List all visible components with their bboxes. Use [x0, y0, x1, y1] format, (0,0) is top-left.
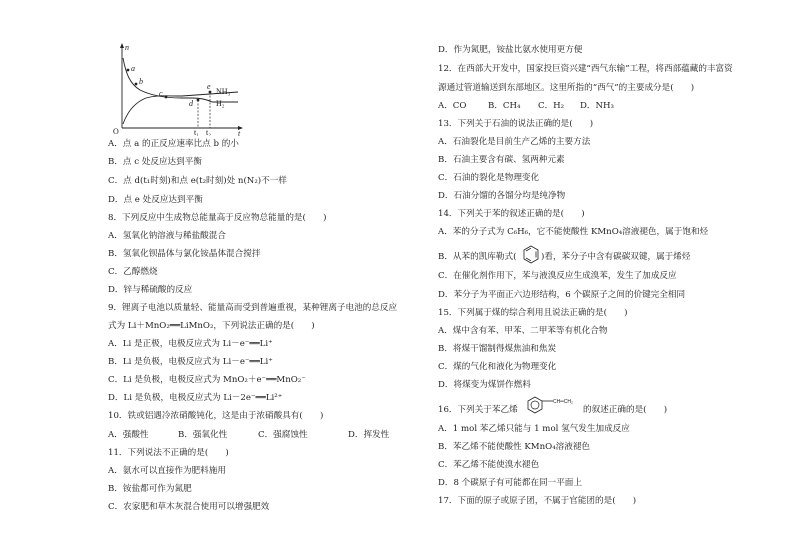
- q8-option-d: D．锌与稀硫酸的反应: [108, 285, 193, 295]
- q7-option-a: A．点 a 的正反应速率比点 b 的小: [108, 139, 239, 149]
- y-axis-label: n: [125, 43, 129, 52]
- q11-option-b: B．铵盐都可作为氮肥: [108, 484, 192, 494]
- q11-option-a: A．氨水可以直接作为肥料施用: [108, 466, 226, 476]
- q15-option-b: B．将煤干馏制得煤焦油和焦炭: [438, 344, 557, 354]
- q10-option-b: B．强氧化性: [178, 430, 228, 440]
- q9-option-a: A．Li 是正极，电极反应式为 Li－e⁻══Li⁺: [108, 339, 273, 349]
- q15-stem: 15．下列属于煤的综合利用且说法正确的是( ): [438, 308, 628, 318]
- q17-stem: 17．下面的原子或原子团，不属于官能团的是( ): [438, 496, 637, 506]
- q15-option-d: D．将煤变为煤饼作燃料: [438, 380, 531, 390]
- q12-option-a: A．CO: [438, 101, 467, 111]
- point-c: [165, 96, 168, 99]
- q11-stem: 11．下列说法不正确的是( ): [108, 448, 229, 458]
- origin-label: O: [113, 127, 119, 136]
- q8-option-c: C．乙醇燃烧: [108, 267, 158, 277]
- q16-option-c: C．苯乙烯不能使溴水褪色: [438, 460, 540, 470]
- q14-option-b-end: )看，苯分子中含有碳碳双键，属于烯烃: [541, 252, 691, 262]
- q11-option-d: D．作为氮肥，铵盐比氨水使用更方便: [438, 45, 583, 55]
- q16-option-b: B．苯乙烯不能使酸性 KMnO₄溶液褪色: [438, 442, 591, 452]
- label-t1: t₁: [194, 128, 200, 136]
- label-b: b: [139, 77, 143, 86]
- q13-option-b: B．石油主要含有碳、氢两种元素: [438, 155, 565, 165]
- q15-option-c: C．煤的气化和液化为物理变化: [438, 362, 557, 372]
- label-t2: t₂: [206, 128, 212, 136]
- y-axis-arrow: [120, 43, 124, 48]
- q8-stem: 8．下列反应中生成物总能量高于反应物总能量的是( ): [108, 213, 327, 223]
- q12-option-d: D．NH₃: [580, 101, 614, 111]
- q16-option-d: D．8 个碳原子有可能都在同一平面上: [438, 478, 582, 488]
- q7-option-b: B．点 c 处反应达到平衡: [108, 157, 202, 167]
- q16-option-a: A．1 mol 苯乙烯只能与 1 mol 氢气发生加成反应: [438, 424, 630, 434]
- q13-option-c: C．石油的裂化是物理变化: [438, 173, 540, 183]
- q12-stem-1: 12．在西部大开发中，国家投巨资兴建“西气东输”工程，将西部蕴藏的丰富资: [438, 64, 733, 74]
- q10-option-d: D．挥发性: [348, 430, 390, 440]
- q13-stem: 13．下列关于石油的说法正确的是( ): [438, 119, 594, 129]
- q13-option-d: D．石油分馏的各馏分均是纯净物: [438, 191, 566, 201]
- q14-option-d: D．苯分子为平面正六边形结构，6 个碳原子之间的价键完全相同: [438, 290, 686, 300]
- q12-option-b: B．CH₄: [488, 101, 521, 111]
- label-c: c: [159, 89, 163, 98]
- q9-stem-2: 式为 Li＋MnO₂══LiMnO₂，下列说法正确的是( ): [108, 321, 315, 331]
- q16-stem-end: 的叙述正确的是( ): [583, 405, 668, 415]
- label-a: a: [131, 64, 135, 73]
- q12-stem-2: 源通过管道输送到东部地区。这里所指的“西气”的主要成分是( ): [438, 83, 695, 93]
- styrene-structure-icon: [523, 394, 585, 416]
- q14-stem: 14．下列关于苯的叙述正确的是( ): [438, 209, 585, 219]
- x-axis-label: t: [238, 129, 241, 136]
- q10-stem: 10．铁或铝遇冷浓硝酸钝化，这是由于浓硝酸具有( ): [108, 411, 324, 421]
- q7-option-c: C．点 d(t₁时刻)和点 e(t₂时刻)处 n(N₂)不一样: [108, 176, 287, 186]
- q14-option-b-start: B．从苯的凯库勒式(: [438, 252, 517, 262]
- point-b: [135, 83, 138, 86]
- reaction-graph: [112, 40, 252, 136]
- q14-option-a: A．苯的分子式为 C₆H₆，它不能使酸性 KMnO₄溶液褪色，属于饱和烃: [438, 227, 709, 237]
- q10-option-c: C．强腐蚀性: [258, 430, 308, 440]
- q9-stem-1: 9．锂离子电池以质量轻、能量高而受到普遍重视，某种锂离子电池的总反应: [108, 303, 398, 313]
- label-e: e: [207, 82, 211, 91]
- label-nh3: NH₃: [216, 87, 231, 96]
- q7-option-d: D．点 e 处反应达到平衡: [108, 195, 203, 205]
- q9-option-d: D．Li 是负极，电极反应式为 Li－2e⁻══Li²⁺: [108, 393, 283, 403]
- q9-option-b: B．Li 是负极，电极反应式为 Li－e⁻══Li⁺: [108, 357, 273, 367]
- q13-option-a: A．石油裂化是目前生产乙烯的主要方法: [438, 137, 591, 147]
- q11-option-c: C．农家肥和草木灰混合使用可以增强肥效: [108, 502, 270, 512]
- label-h2: H₂: [216, 99, 225, 108]
- label-d: d: [189, 99, 193, 108]
- nh3-curve: [123, 92, 238, 124]
- svg-text:CH═CH₂: CH═CH₂: [553, 399, 573, 405]
- q8-option-a: A．氢氧化钠溶液与稀盐酸混合: [108, 231, 226, 241]
- point-a: [127, 69, 130, 72]
- q14-option-c: C．在催化剂作用下，苯与液溴反应生成溴苯，发生了加成反应: [438, 271, 677, 281]
- q10-option-a: A．强酸性: [108, 430, 149, 440]
- q8-option-b: B．氢氧化钡晶体与氯化铵晶体混合搅拌: [108, 249, 261, 259]
- q9-option-c: C．Li 是负极，电极反应式为 MnO₂＋e⁻══MnO₂⁻: [108, 375, 306, 385]
- benzene-kekule-icon: [522, 244, 540, 266]
- q15-option-a: A．煤中含有苯、甲苯、二甲苯等有机化合物: [438, 326, 608, 336]
- q12-option-c: C．H₂: [538, 101, 565, 111]
- q16-stem-start: 16．下列关于苯乙烯: [438, 405, 518, 415]
